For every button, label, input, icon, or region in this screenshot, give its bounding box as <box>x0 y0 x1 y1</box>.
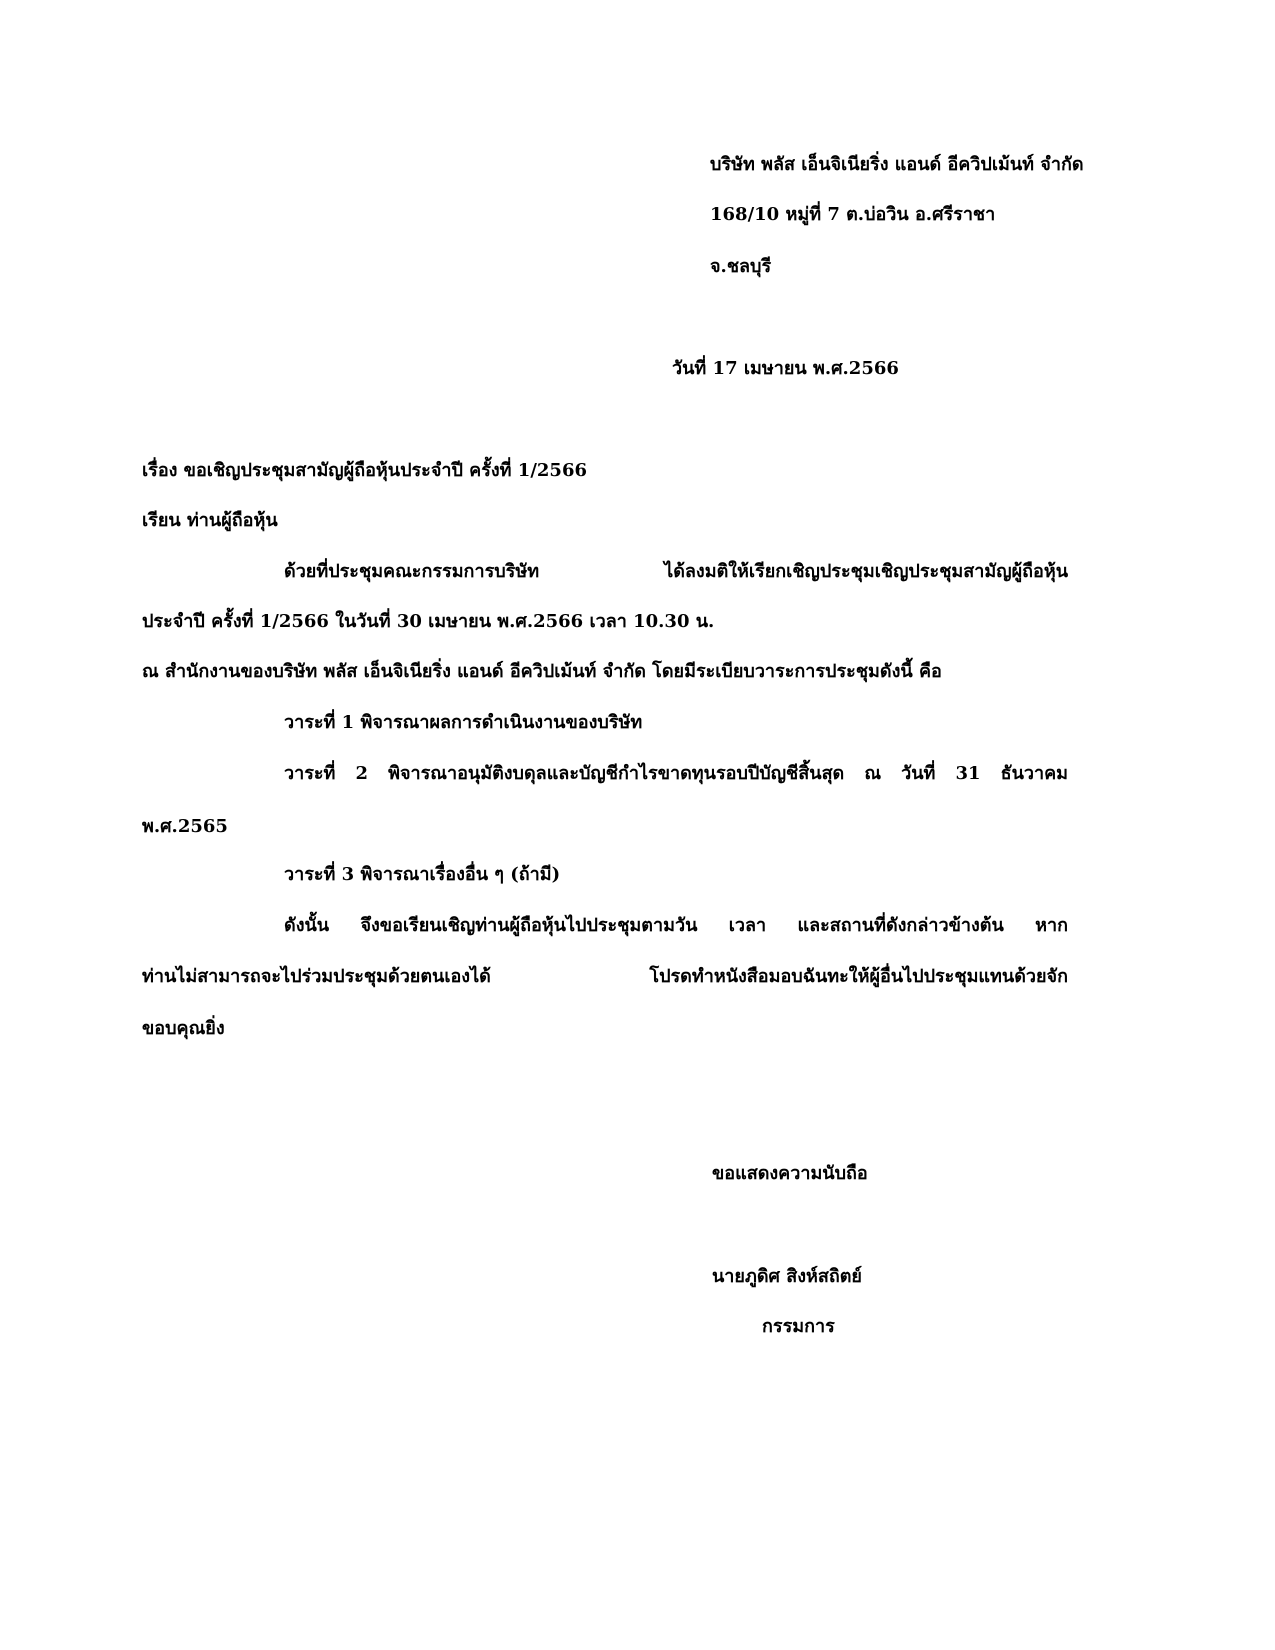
agenda-item-2-continuation: พ.ศ.2565 <box>142 816 228 837</box>
agenda-item-2: วาระที่ 2 พิจารณาอนุมัติงบดุลและบัญชีกำไรขาดทุนรอบปีบัญชีสิ้นสุด ณ วันที่ 31 ธันวาคม <box>284 763 1068 784</box>
body-closing-line1: ดังนั้น จึงขอเรียนเชิญท่านผู้ถือหุ้นไปประชุมตามวัน เวลา และสถานที่ดังกล่าวข้างต้น หาก <box>284 915 1068 936</box>
body-intro-line1: ด้วยที่ประชุมคณะกรรมการบริษัท ได้ลงมติให้เรียกเชิญประชุมเชิญประชุมสามัญผู้ถือหุ้น <box>284 561 1068 582</box>
signature-closing: ขอแสดงความนับถือ <box>712 1163 868 1184</box>
company-address-line1: 168/10 หมู่ที่ 7 ต.บ่อวิน อ.ศรีราชา <box>710 204 996 225</box>
body-closing-line2: ท่านไม่สามารถจะไปร่วมประชุมด้วยตนเองได้ โปรดทำหนังสือมอบฉันทะให้ผู้อื่นไปประชุมแทนด้วยจัก <box>142 966 1068 987</box>
signature-name: นายภูดิศ สิงห์สถิตย์ <box>712 1266 862 1287</box>
body-closing-line3: ขอบคุณยิ่ง <box>142 1018 225 1039</box>
company-name: บริษัท พลัส เอ็นจิเนียริ่ง แอนด์ อีควิปเม้นท์ จำกัด <box>710 154 1084 175</box>
agenda-item-1: วาระที่ 1 พิจารณาผลการดำเนินงานของบริษัท <box>284 712 643 733</box>
body-intro-line3: ณ สำนักงานของบริษัท พลัส เอ็นจิเนียริ่ง แอนด์ อีควิปเม้นท์ จำกัด โดยมีระเบียบวาระการประชุมดังนี้ คือ <box>142 661 942 682</box>
agenda-item-3: วาระที่ 3 พิจารณาเรื่องอื่น ๆ (ถ้ามี) <box>284 864 561 885</box>
letter-date: วันที่ 17 เมษายน พ.ศ.2566 <box>672 358 899 379</box>
letter-subject: เรื่อง ขอเชิญประชุมสามัญผู้ถือหุ้นประจำปี ครั้งที่ 1/2566 <box>142 460 588 481</box>
body-intro-line2: ประจำปี ครั้งที่ 1/2566 ในวันที่ 30 เมษายน พ.ศ.2566 เวลา 10.30 น. <box>142 611 715 632</box>
letter-salutation: เรียน ท่านผู้ถือหุ้น <box>142 510 278 531</box>
signature-title: กรรมการ <box>762 1316 835 1337</box>
company-address-line2: จ.ชลบุรี <box>710 256 772 277</box>
